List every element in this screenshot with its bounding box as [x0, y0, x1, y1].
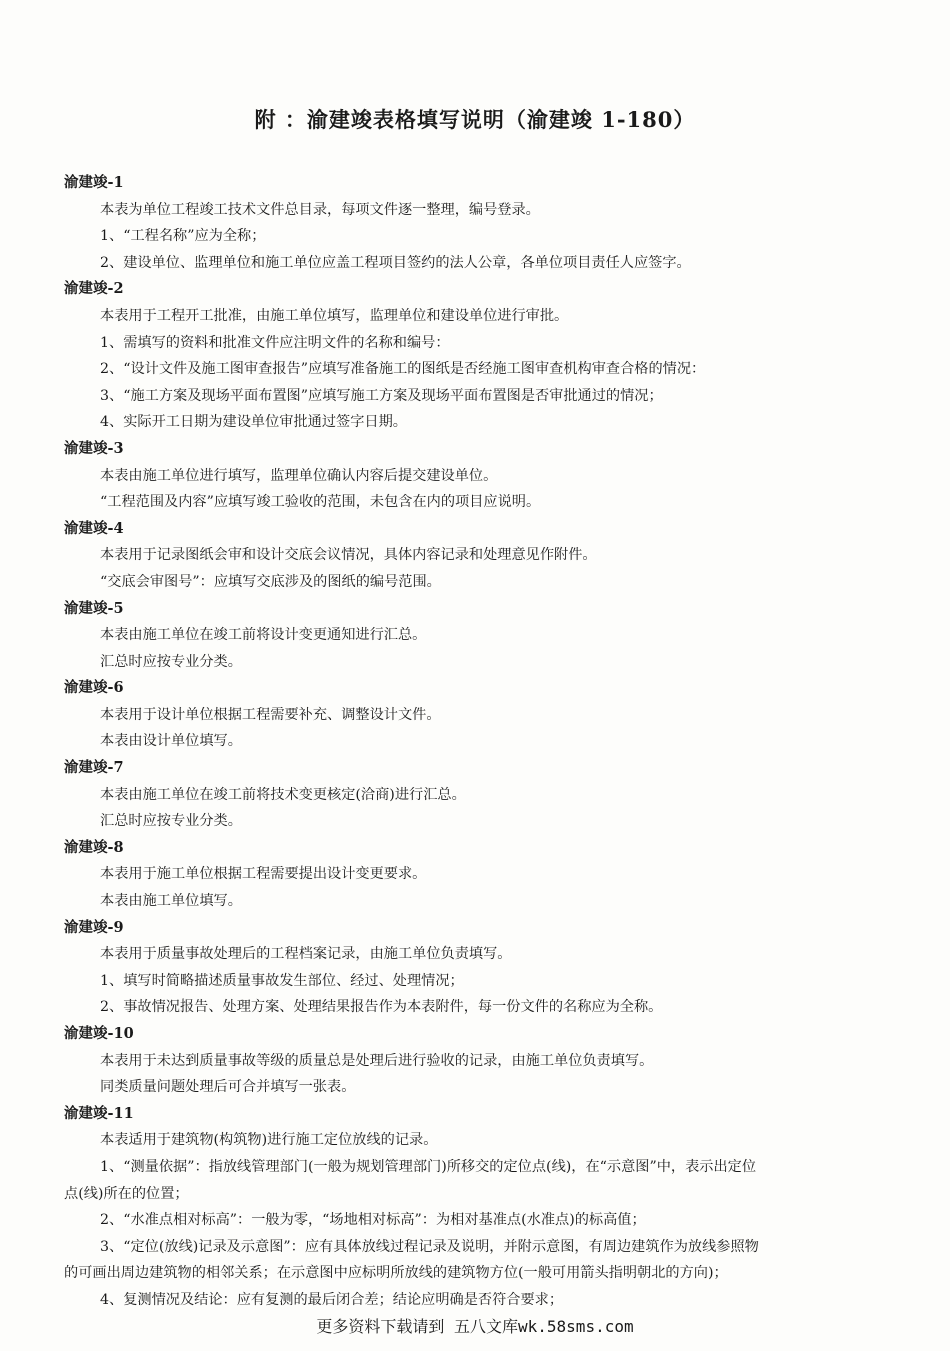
section-paragraph: 的可画出周边建筑物的相邻关系；在示意图中应标明所放线的建筑物方位(一般可用箭头指明朝北的方向)；: [64, 1265, 728, 1282]
section-paragraph: 本表适用于建筑物(构筑物)进行施工定位放线的记录。: [100, 1132, 438, 1149]
section-heading: 渝建竣-7: [64, 759, 124, 777]
section-heading: 渝建竣-1: [64, 174, 124, 191]
section-heading: 渝建竣-2: [64, 280, 124, 298]
section-paragraph: 2、事故情况报告、处理方案、处理结果报告作为本表附件，每一份文件的名称应为全称。: [100, 999, 663, 1016]
section-paragraph: “交底会审图号”：应填写交底涉及的图纸的编号范围。: [100, 573, 441, 590]
section-paragraph: 点(线)所在的位置；: [64, 1185, 189, 1202]
page-title: 附 ：渝建竣表格填写说明（渝建竣 1-180）: [254, 107, 696, 132]
section-paragraph: 3、“定位(放线)记录及示意图”：应有具体放线过程记录及说明，并附示意图，有周边建筑作为放线参照物: [100, 1238, 759, 1255]
section-paragraph: 本表为单位工程竣工技术文件总目录，每项文件逐一整理，编号登录。: [100, 201, 540, 218]
section-heading: 渝建竣-5: [64, 599, 124, 617]
section-heading: 渝建竣-4: [64, 519, 124, 537]
section-paragraph: 本表由设计单位填写。: [100, 733, 242, 750]
section-paragraph: 本表用于未达到质量事故等级的质量总是处理后进行验收的记录，由施工单位负责填写。: [100, 1052, 654, 1069]
section-paragraph: “工程范围及内容”应填写竣工验收的范围，未包含在内的项目应说明。: [100, 494, 541, 511]
section-heading: 渝建竣-10: [64, 1025, 134, 1042]
section-heading: 渝建竣-6: [64, 679, 124, 697]
section-paragraph: 1、需填写的资料和批准文件应注明文件的名称和编号：: [100, 334, 450, 351]
section-paragraph: 1、“测量依据”：指放线管理部门(一般为规划管理部门)所移交的定位点(线)，在“示意图”中，表示出定位: [100, 1158, 757, 1175]
section-paragraph: 本表用于施工单位根据工程需要提出设计变更要求。: [100, 866, 427, 883]
section-paragraph: 本表用于设计单位根据工程需要补充、调整设计文件。: [100, 706, 441, 723]
section-paragraph: 本表用于质量事故处理后的工程档案记录，由施工单位负责填写。: [100, 946, 512, 963]
section-heading: 渝建竣-8: [64, 838, 124, 856]
section-paragraph: 本表由施工单位在竣工前将设计变更通知进行汇总。: [100, 627, 427, 644]
section-paragraph: 本表用于记录图纸会审和设计交底会议情况，具体内容记录和处理意见作附件。: [100, 547, 597, 564]
section-paragraph: 1、“工程名称”应为全称；: [100, 228, 266, 245]
section-paragraph: 2、建设单位、监理单位和施工单位应盖工程项目签约的法人公章，各单位项目责任人应签字。: [100, 254, 691, 271]
document-body: [64, 170, 884, 1314]
section-heading: 渝建竣-11: [64, 1104, 134, 1122]
section-paragraph: 4、复测情况及结论：应有复测的最后闭合差；结论应明确是否符合要求；: [100, 1291, 564, 1308]
section-paragraph: 本表由施工单位填写。: [100, 893, 242, 910]
section-heading: 渝建竣-3: [64, 439, 124, 457]
section-paragraph: 3、“施工方案及现场平面布置图”应填写施工方案及现场平面布置图是否审批通过的情况；: [100, 387, 663, 404]
section-paragraph: 4、实际开工日期为建设单位审批通过签字日期。: [100, 414, 407, 431]
section-paragraph: 1、填写时简略描述质量事故发生部位、经过、处理情况；: [100, 972, 464, 989]
section-paragraph: 汇总时应按专业分类。: [100, 653, 242, 670]
footer-text: 更多资料下载请到 五八文库wk.58sms.com: [316, 1317, 634, 1336]
section-paragraph: 本表由施工单位在竣工前将技术变更核定(洽商)进行汇总。: [100, 786, 466, 803]
section-heading: 渝建竣-9: [64, 918, 124, 936]
section-paragraph: 汇总时应按专业分类。: [100, 813, 242, 830]
section-paragraph: 同类质量问题处理后可合并填写一张表。: [100, 1079, 356, 1096]
section-paragraph: 本表由施工单位进行填写，监理单位确认内容后提交建设单位。: [100, 467, 498, 484]
section-paragraph: 2、“设计文件及施工图审查报告”应填写准备施工的图纸是否经施工图审查机构审查合格的情况：: [100, 361, 706, 378]
section-paragraph: 2、“水准点相对标高”：一般为零，“场地相对标高”：为相对基准点(水准点)的标高值；: [100, 1212, 646, 1229]
section-paragraph: 本表用于工程开工批准，由施工单位填写，监理单位和建设单位进行审批。: [100, 307, 569, 324]
